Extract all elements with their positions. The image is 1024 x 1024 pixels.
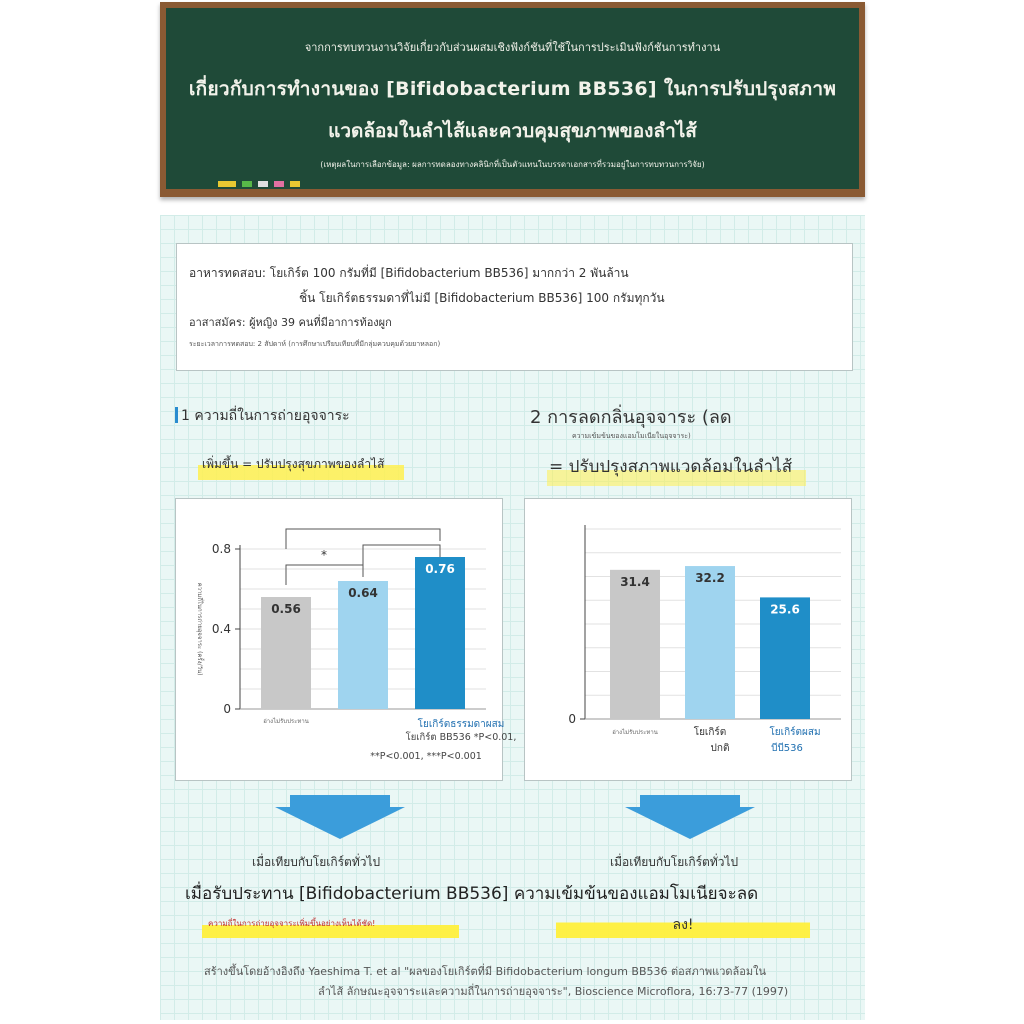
- ammonia-concentration-chart: [524, 498, 852, 781]
- bar: [685, 566, 735, 719]
- category-label: อ่างไม่รับประทาน: [263, 718, 309, 725]
- study-subjects: อาสาสมัคร: ผู้หญิง 39 คนที่มีอาการท้องผูก: [189, 316, 392, 329]
- chalk-piece: [218, 181, 236, 187]
- bar: [415, 557, 465, 709]
- section2-heading: 2 การลดกลิ่นอุจจาระ (ลด: [530, 407, 732, 428]
- chalk-piece: [290, 181, 300, 187]
- citation-line2: ลำไส้ ลักษณะอุจจาระและความถี่ในการถ่ายอุจจาระ", Bioscience Microflora, 16:73-77 (1997): [318, 985, 789, 998]
- compare-right: เมื่อเทียบกับโยเกิร์ตทั่วไป: [610, 855, 739, 869]
- study-test-food-cont: ชิ้น โยเกิร์ตธรรมดาที่ไม่มี [Bifidobacterium BB536] 100 กรัมทุกวัน: [299, 291, 665, 305]
- conclusion-highlight-left: ความถี่ในการถ่ายอุจจาระเพิ่มขึ้นอย่างเห็นได้ชัด!: [202, 914, 459, 938]
- footnote-line1: โยเกิร์ต BB536 *P<0.01,: [405, 732, 517, 743]
- arrow-head: [275, 807, 405, 839]
- category-label: โยเกิร์ตผสม: [769, 727, 821, 738]
- bar-value-label: 0.56: [271, 602, 301, 616]
- header-title-line2: แวดล้อมในลำไส้และควบคุมสุขภาพของลำไส้: [328, 120, 697, 142]
- study-test-food: อาหารทดสอบ: โยเกิร์ต 100 กรัมที่มี [Bifidobacterium BB536] มากกว่า 2 พันล้าน: [189, 266, 629, 280]
- bar: [338, 581, 388, 709]
- bar-value-label: 31.4: [620, 574, 650, 589]
- conclusion-line: เมื่อรับประทาน [Bifidobacterium BB536] ความเข้มข้นของแอมโมเนียจะลด: [185, 884, 759, 904]
- section-marker: [175, 407, 178, 423]
- section1-heading-text: 1 ความถี่ในการถ่ายอุจจาระ: [181, 408, 350, 424]
- y-axis-label: ความถี่ในการถ่ายอุจจาระ (ครั้ง/วัน): [196, 582, 203, 676]
- header-subtitle: จากการทบทวนงานวิจัยเกี่ยวกับส่วนผสมเชิงฟังก์ชันที่ใช้ในการประเมินฟังก์ชันการทำงาน: [304, 41, 721, 54]
- header-note: (เหตุผลในการเลือกข้อมูล: ผลการทดลองทางคลินิกที่เป็นตัวแทนในบรรดาเอกสารที่รวมอยู่ในการทบทวนการวิจัย): [320, 160, 705, 169]
- chart2-svg: [525, 499, 853, 782]
- citation-line1: สร้างขึ้นโดยอ้างอิงถึง Yaeshima T. et al "ผลของโยเกิร์ตที่มี Bifidobacterium longum BB536 ต่อสภาพแวดล้อมใน: [204, 965, 767, 978]
- bar-value-label: 0.76: [425, 562, 455, 576]
- footnote-line2: **P<0.001, ***P<0.001: [370, 751, 482, 762]
- section1-heading: [175, 405, 350, 427]
- y-tick-label: 0.4: [211, 622, 231, 636]
- y-tick-label: 0.8: [211, 542, 231, 556]
- bar-value-label: 25.6: [770, 602, 800, 617]
- study-duration: ระยะเวลาการทดสอบ: 2 สัปดาห์ (การศึกษาเปรียบเทียบที่มีกลุ่มควบคุมด้วยยาหลอก): [189, 340, 441, 348]
- significance-mark: *: [321, 548, 327, 562]
- defecation-frequency-chart: [175, 498, 517, 781]
- section1-highlight: เพิ่มขึ้น = ปรับปรุงสุขภาพของลำไส้: [198, 453, 404, 480]
- category-label: โยเกิร์ต: [693, 727, 727, 738]
- chalk-piece: [274, 181, 284, 187]
- chart1-svg: [176, 499, 517, 782]
- category-label: โยเกิร์ตธรรมดาผสม: [417, 719, 505, 730]
- header-title-line1: เกี่ยวกับการทำงานของ [Bifidobacterium BB536] ในการปรับปรุงสภาพ: [188, 78, 837, 100]
- bar-value-label: 32.2: [695, 571, 725, 586]
- compare-left: เมื่อเทียบกับโยเกิร์ตทั่วไป: [252, 855, 381, 869]
- y-tick-label: 0: [223, 702, 231, 716]
- section2-highlight: = ปรับปรุงสภาพแวดล้อมในลำไส้: [547, 451, 806, 486]
- category-label: บีบี536: [771, 743, 803, 754]
- bar-value-label: 0.64: [348, 586, 378, 600]
- conclusion-highlight-right: ลง!: [556, 912, 810, 938]
- study-info-box: [176, 243, 853, 371]
- category-label: อ่างไม่รับประทาน: [612, 729, 658, 736]
- bar: [610, 570, 660, 719]
- chalk-pieces: [218, 181, 300, 187]
- category-label: ปกติ: [710, 743, 730, 754]
- chalk-piece: [242, 181, 252, 187]
- y-tick-label: 0: [568, 712, 576, 726]
- chalkboard-header: [160, 2, 865, 197]
- section2-subheading: ความเข้มข้นของแอมโมเนียในอุจจาระ): [572, 432, 691, 440]
- arrow-head: [625, 807, 755, 839]
- chalk-piece: [258, 181, 268, 187]
